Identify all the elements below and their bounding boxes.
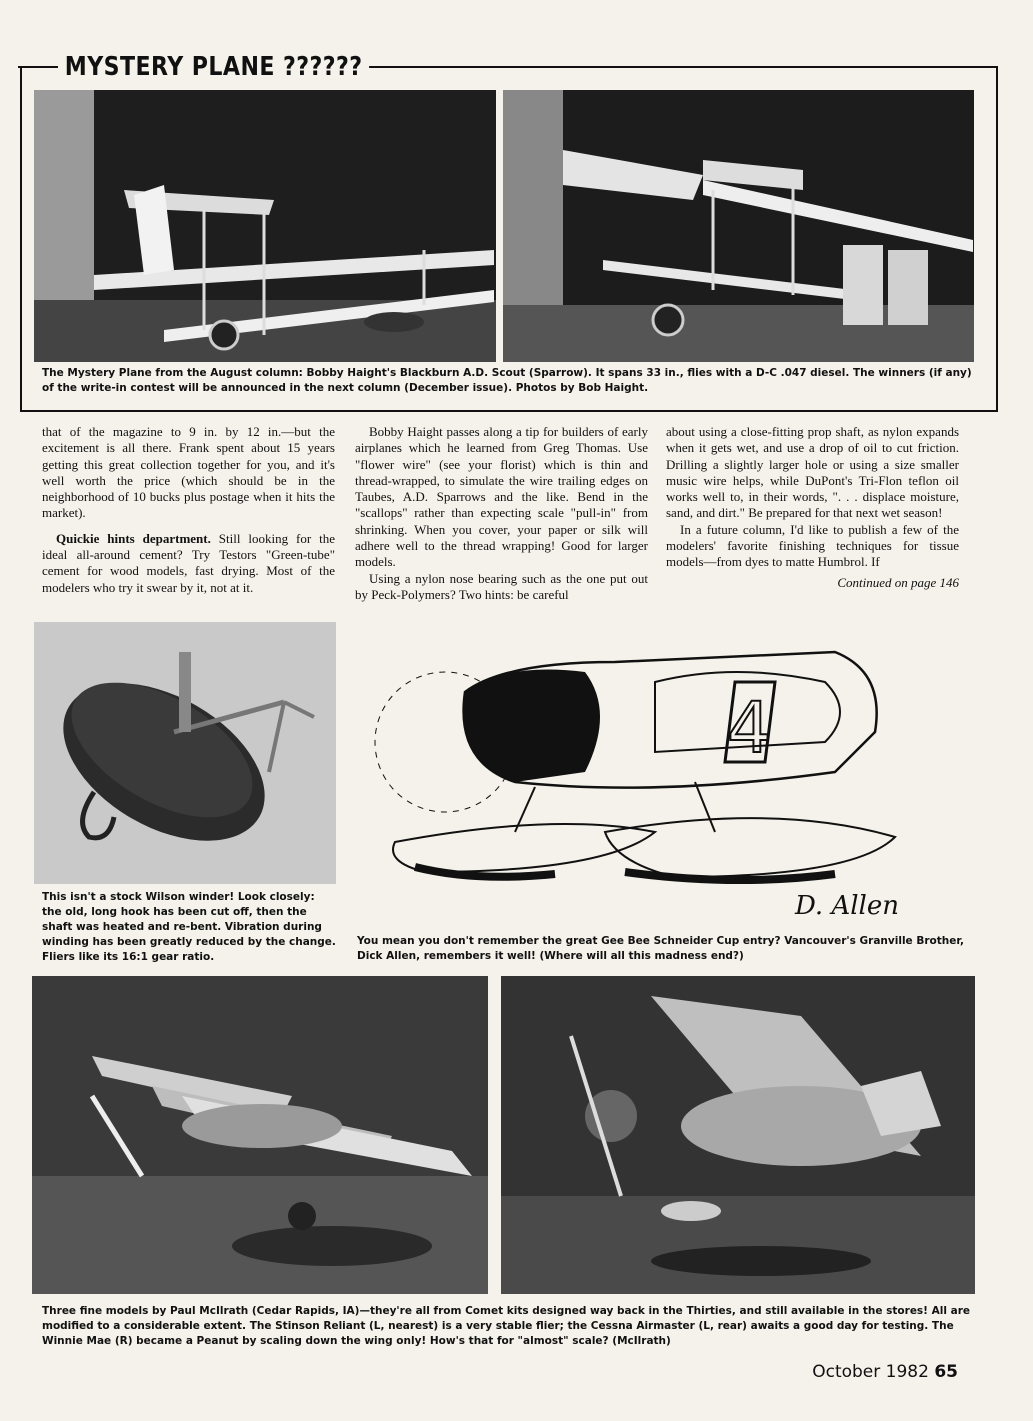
race-number: 4 — [727, 687, 772, 769]
drawing-caption: You mean you don't remember the great Gee Bee Schneider Cup entry? Vancouver's Granville Brother, Dick Allen, remembers it well! (Where will all this madness end?) — [357, 935, 964, 962]
top-photo-caption: The Mystery Plane from the August column: Bobby Haight's Blackburn A.D. Scout (Sparrow). It spans 33 in., flies with a D-C .047 diesel. The winners (if any) of the write-in contest will be announced in the next column (December issue). Photos by Bob Haight. — [42, 367, 972, 394]
col1-paragraph-1: that of the magazine to 9 in. by 12 in.—but the excitement is all there. Frank spent about 15 years getting this great collection together for you, and it's well worth the price (which should be in the neighborhood of 10 bucks plus postage when it hits the market). — [42, 424, 335, 521]
text-column-2 — [355, 424, 648, 603]
winder-photo — [34, 622, 336, 884]
comet-models-photo-right — [501, 976, 975, 1294]
drawing-signature: D. Allen — [795, 891, 899, 921]
continued-note: Continued on page 146 — [837, 574, 959, 590]
col3-paragraph-2: In a future column, I'd like to publish a few of the modelers' favorite finishing techniques for tissue models—from dyes to matte Humbrol. If — [666, 521, 959, 570]
col2-paragraph-2: Using a nylon nose bearing such as the one put out by Peck-Polymers? Two hints: be careful — [355, 570, 648, 602]
gee-bee-drawing — [355, 622, 955, 922]
text-column-1 — [42, 424, 335, 596]
bottom-photo-caption: Three fine models by Paul McIlrath (Cedar Rapids, IA)—they're all from Comet kits designed way back in the Thirties, and still available in the stores! All are modified to a considerable extent. The Stinson Reliant (L, nearest) is a very stable flier; the Cessna Airmaster (L, rear) awaits a good day for testing. The Winnie Mae (R) became a Peanut by scaling down the wing only! How's that for "almost" scale? (McIlrath) — [42, 1305, 970, 1347]
col1-paragraph-2 — [42, 531, 335, 596]
page-title: MYSTERY PLANE ?????? — [58, 52, 369, 82]
biplane-photo-right — [503, 90, 974, 362]
col2-paragraph-1: Bobby Haight passes along a tip for builders of early airplanes which he learned from Greg Thomas. Use "flower wire" (see your florist) which is thin and thread-wrapped, to simulate the wire trailing edges on Taubes, A.D. Sparrows and the like. Bend in the "scallops" rather than expecting scale "pull-in" from shrinking. When you cover, your paper or silk will adhere well to the thread wrapping! Good for larger models. — [355, 424, 648, 570]
col3-paragraph-1: about using a close-fitting prop shaft, as nylon expands when it gets wet, and use a drop of oil to cut friction. Drilling a slightly larger hole or using a size smaller music wire helps, while DuPont's Tri-Flon teflon oil works well to, in their words, ". . . displace moisture, sand, and dirt." Be prepared for that next wet season! — [666, 424, 959, 521]
comet-models-photo-left — [32, 976, 488, 1294]
issue-date: October 1982 — [812, 1362, 929, 1382]
text-column-3 — [666, 424, 959, 591]
biplane-photo-left — [34, 90, 496, 362]
col1-body: Still looking for the ideal all-around cement? Try Testors "Green-tube" cement for wood models, fast drying. Most of the modelers who try it swear by it, not at it. — [42, 530, 335, 595]
col1-lead: Quickie hints department. — [56, 530, 211, 546]
winder-caption: This isn't a stock Wilson winder! Look closely: the old, long hook has been cut off, then the shaft was heated and re-bent. Vibration during winding has been greatly reduced by the change. Fliers like its 16:1 gear ratio. — [42, 891, 336, 963]
page-number: 65 — [934, 1362, 958, 1382]
page-footer — [812, 1362, 958, 1382]
